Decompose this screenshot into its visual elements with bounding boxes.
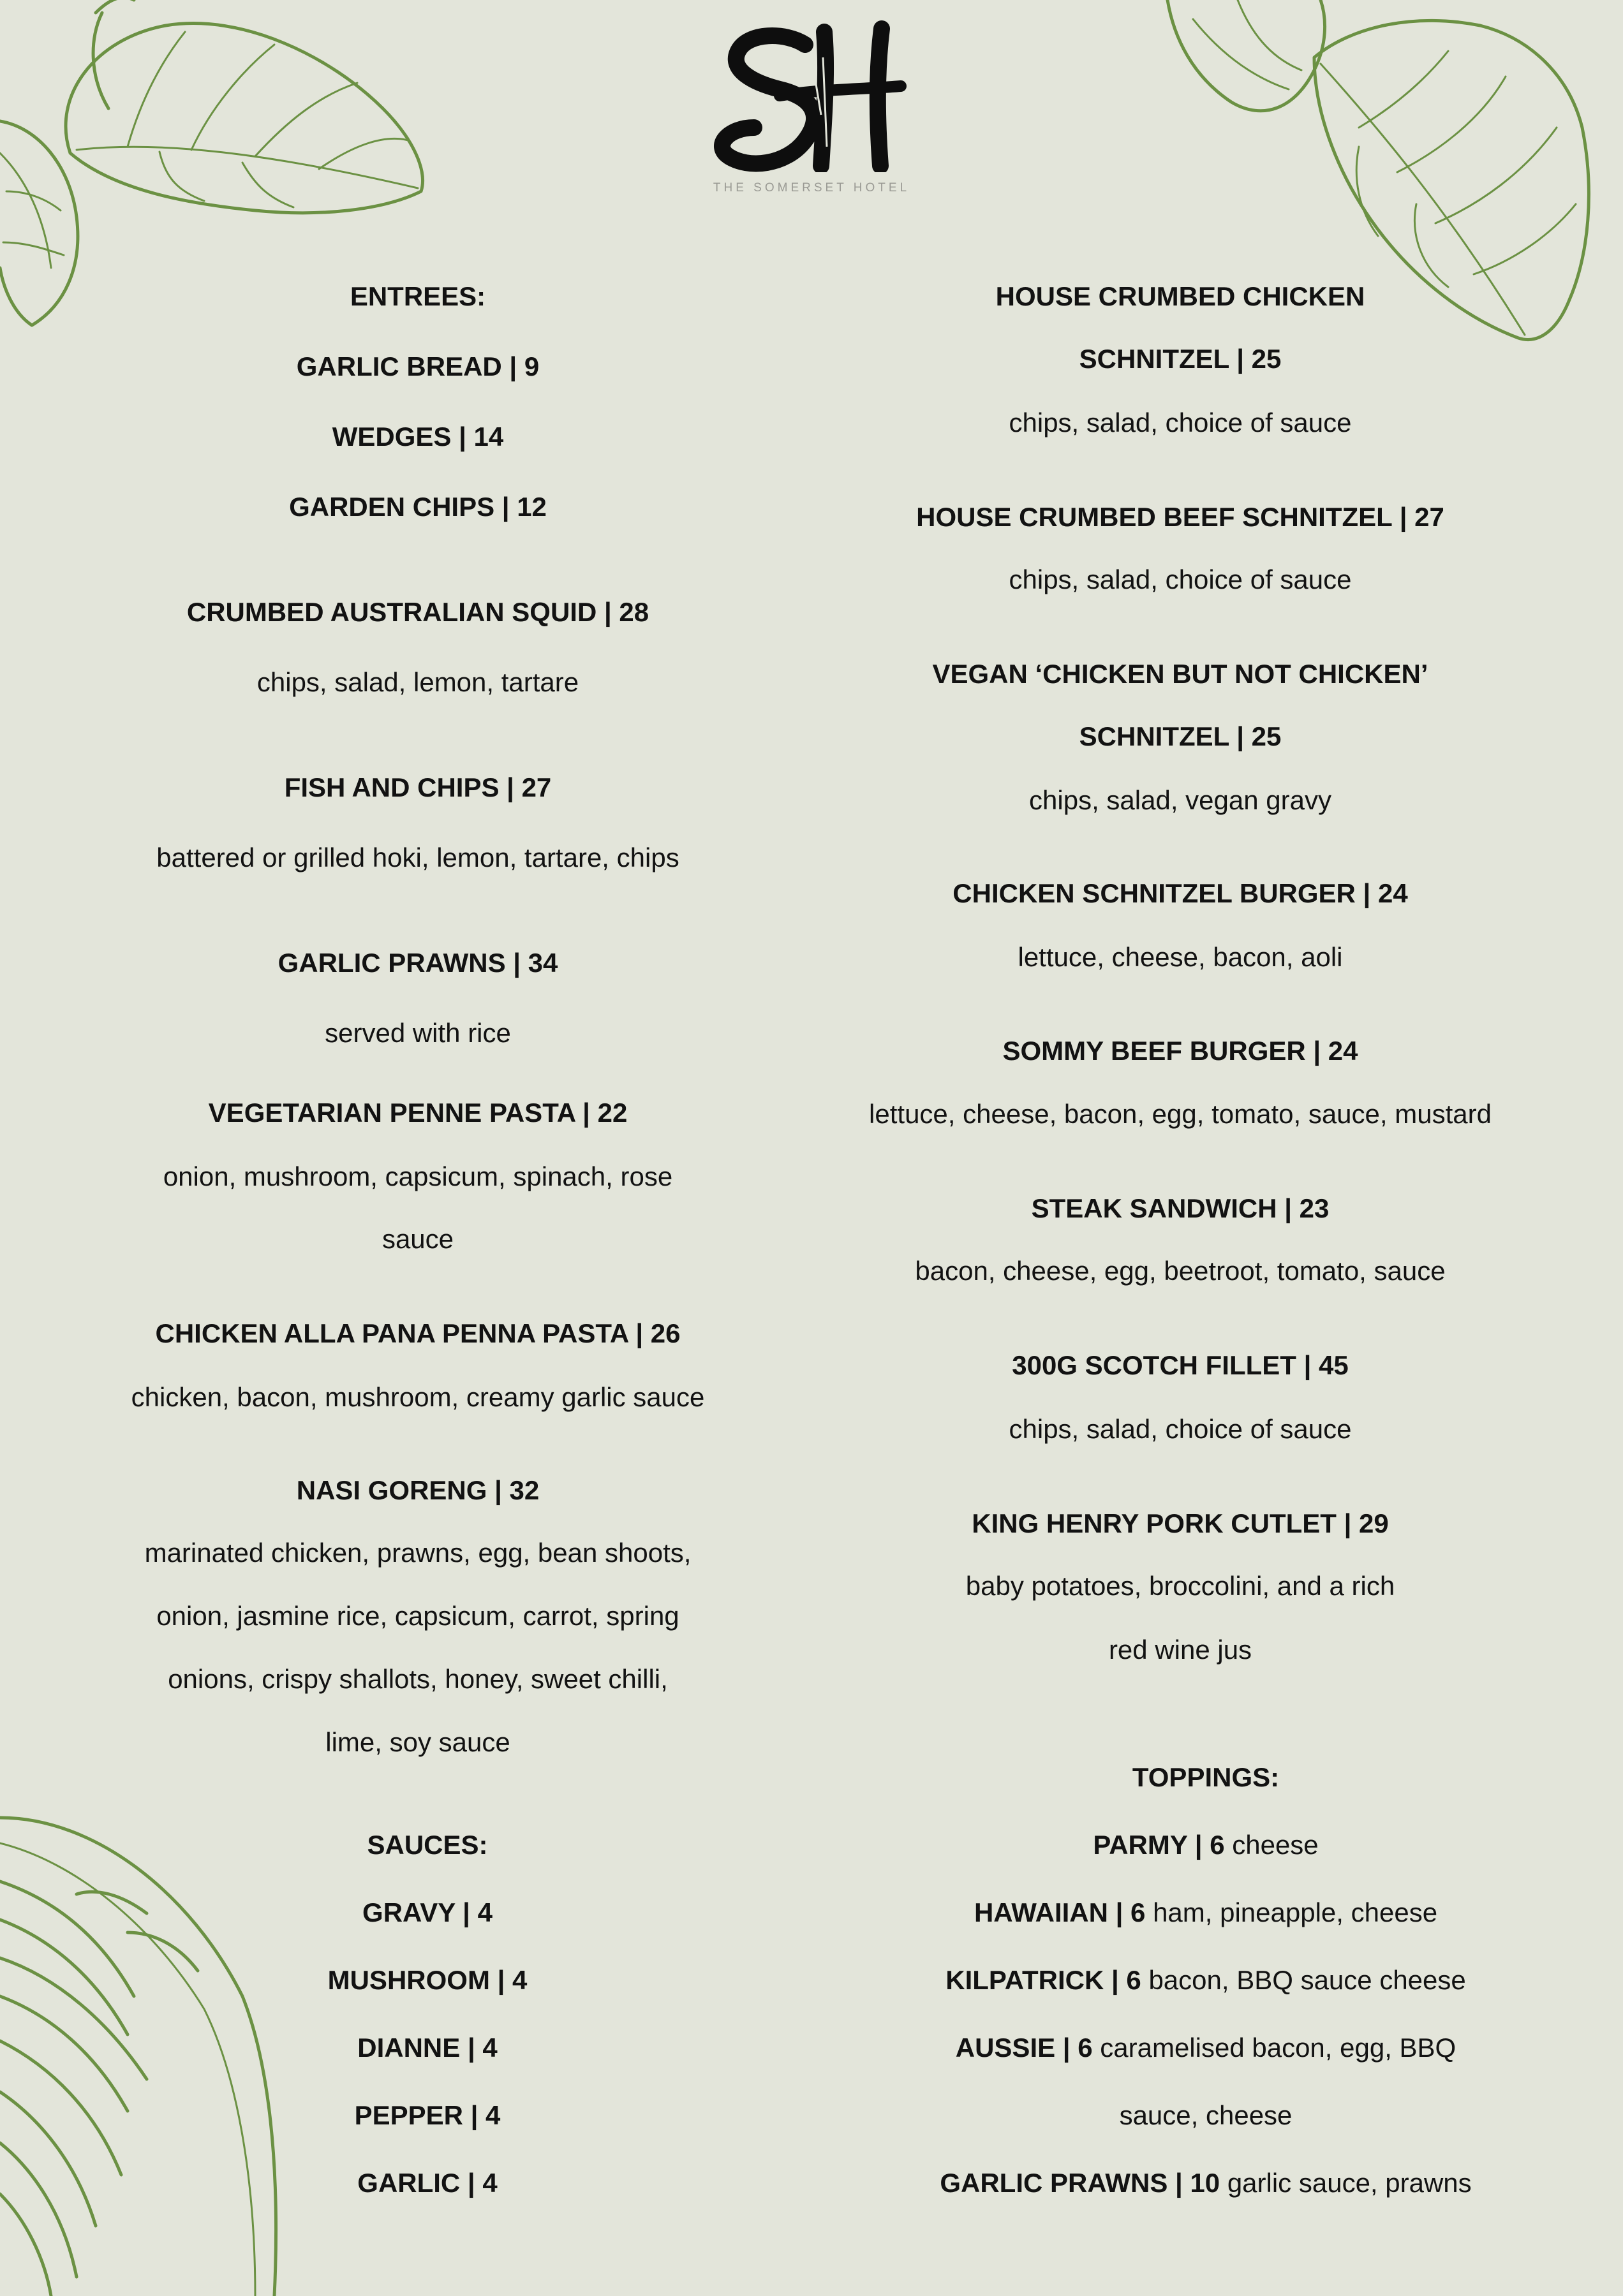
menu-item-pork-desc-1: baby potatoes, broccolini, and a rich <box>965 1571 1395 1601</box>
menu-item-beef-burger: SOMMY BEEF BURGER | 24 <box>1002 1036 1358 1066</box>
menu-item-scotch-fillet-desc: chips, salad, choice of sauce <box>1009 1414 1352 1444</box>
menu-item-penne-desc-1: onion, mushroom, capsicum, spinach, rose <box>163 1161 673 1191</box>
menu-item-garden-chips: GARDEN CHIPS | 12 <box>289 492 547 522</box>
hotel-logo <box>702 19 921 195</box>
menu-item-beef-schnitzel-desc: chips, salad, choice of sauce <box>1009 564 1352 594</box>
menu-item-vegetarian-penne: VEGETARIAN PENNE PASTA | 22 <box>208 1098 628 1128</box>
menu-item-alla-pana: CHICKEN ALLA PANA PENNA PASTA | 26 <box>155 1318 681 1348</box>
topping-kilpatrick-desc: bacon, BBQ sauce cheese <box>1148 1965 1466 1995</box>
menu-item-penne-desc-2: sauce <box>382 1224 454 1254</box>
topping-parmy-name: PARMY | 6 <box>1093 1830 1225 1860</box>
sauce-mushroom: MUSHROOM | 4 <box>327 1965 528 1995</box>
menu-item-vegan-desc: chips, salad, vegan gravy <box>1029 785 1331 815</box>
menu-item-garlic-prawns: GARLIC PRAWNS | 34 <box>278 948 558 978</box>
sauces-heading: SAUCES: <box>367 1830 488 1860</box>
menu-item-wedges: WEDGES | 14 <box>332 422 504 452</box>
menu-item-steak-sandwich: STEAK SANDWICH | 23 <box>1031 1193 1330 1223</box>
menu-item-squid: CRUMBED AUSTRALIAN SQUID | 28 <box>186 597 649 627</box>
topping-aussie-desc: caramelised bacon, egg, BBQ <box>1100 2033 1456 2063</box>
hotel-name: THE SOMERSET HOTEL <box>713 181 910 195</box>
topping-aussie-desc-2: sauce, cheese <box>1119 2100 1293 2130</box>
toppings-heading: TOPPINGS: <box>1132 1762 1280 1792</box>
topping-hawaiian <box>874 1897 1538 1929</box>
sauce-dianne: DIANNE | 4 <box>357 2033 498 2063</box>
menu-item-alla-pana-desc: chicken, bacon, mushroom, creamy garlic sauce <box>131 1382 705 1412</box>
topping-kilpatrick <box>874 1964 1538 1996</box>
sh-monogram-icon <box>709 19 914 172</box>
menu-item-fish-and-chips: FISH AND CHIPS | 27 <box>284 772 552 802</box>
topping-aussie-name: AUSSIE | 6 <box>955 2033 1093 2063</box>
entrees-heading: ENTREES: <box>350 281 486 311</box>
topping-garlic-prawns-name: GARLIC PRAWNS | 10 <box>940 2168 1220 2198</box>
menu-item-nasi-desc-2: onion, jasmine rice, capsicum, carrot, spring <box>156 1601 679 1631</box>
menu-item-vegan-schnitzel-2: SCHNITZEL | 25 <box>1079 721 1282 751</box>
menu-item-beef-schnitzel: HOUSE CRUMBED BEEF SCHNITZEL | 27 <box>916 502 1444 532</box>
menu-item-chicken-schnitzel-2: SCHNITZEL | 25 <box>1079 344 1282 374</box>
menu-item-nasi-goreng: NASI GORENG | 32 <box>296 1475 540 1505</box>
menu-item-vegan-schnitzel-1: VEGAN ‘CHICKEN BUT NOT CHICKEN’ <box>932 659 1428 689</box>
topping-hawaiian-desc: ham, pineapple, cheese <box>1153 1897 1438 1927</box>
menu-item-squid-desc: chips, salad, lemon, tartare <box>256 667 579 697</box>
menu-item-beef-burger-desc: lettuce, cheese, bacon, egg, tomato, sauce, mustard <box>869 1099 1492 1129</box>
menu-item-nasi-desc-3: onions, crispy shallots, honey, sweet chilli, <box>168 1664 668 1694</box>
topping-parmy <box>874 1829 1538 1861</box>
sauce-garlic: GARLIC | 4 <box>357 2168 498 2198</box>
menu-item-steak-sandwich-desc: bacon, cheese, egg, beetroot, tomato, sauce <box>915 1256 1446 1286</box>
topping-hawaiian-name: HAWAIIAN | 6 <box>974 1897 1146 1927</box>
topping-garlic-prawns <box>874 2167 1538 2199</box>
menu-item-schnitzel-burger-desc: lettuce, cheese, bacon, aoli <box>1018 942 1343 972</box>
menu-item-chicken-schnitzel-desc: chips, salad, choice of sauce <box>1009 408 1352 438</box>
topping-kilpatrick-name: KILPATRICK | 6 <box>945 1965 1141 1995</box>
sauce-pepper: PEPPER | 4 <box>354 2100 501 2130</box>
menu-item-scotch-fillet: 300G SCOTCH FILLET | 45 <box>1012 1350 1349 1380</box>
menu-item-prawns-desc: served with rice <box>325 1018 511 1048</box>
menu-item-fish-desc: battered or grilled hoki, lemon, tartare, chips <box>156 843 679 872</box>
topping-aussie <box>874 2032 1538 2064</box>
topping-garlic-prawns-desc: garlic sauce, prawns <box>1227 2168 1472 2198</box>
menu-item-pork-cutlet: KING HENRY PORK CUTLET | 29 <box>972 1508 1389 1538</box>
sauce-gravy: GRAVY | 4 <box>362 1897 493 1927</box>
topping-parmy-desc: cheese <box>1232 1830 1319 1860</box>
menu-item-chicken-schnitzel-1: HOUSE CRUMBED CHICKEN <box>995 281 1365 311</box>
menu-item-nasi-desc-1: marinated chicken, prawns, egg, bean shoots, <box>144 1538 692 1568</box>
menu-item-schnitzel-burger: CHICKEN SCHNITZEL BURGER | 24 <box>952 878 1408 908</box>
menu-item-pork-desc-2: red wine jus <box>1108 1635 1252 1665</box>
menu-item-garlic-bread: GARLIC BREAD | 9 <box>296 351 540 381</box>
menu-item-nasi-desc-4: lime, soy sauce <box>325 1727 510 1757</box>
